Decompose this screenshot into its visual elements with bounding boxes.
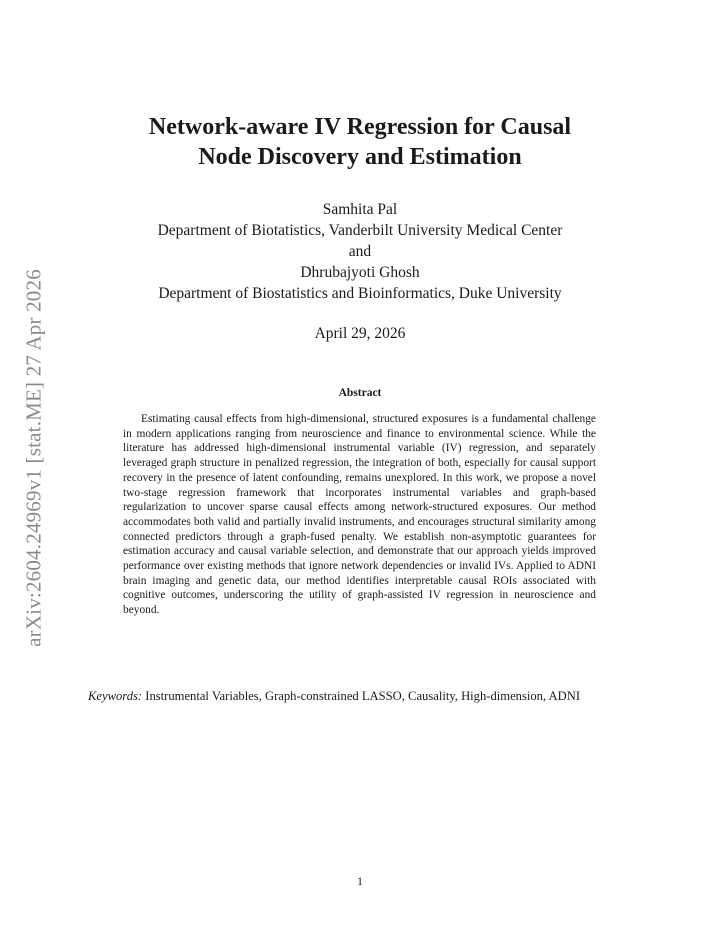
keywords-text: Instrumental Variables, Graph-constrained LASSO, Causality, High-dimension, ADNI <box>145 689 581 703</box>
arxiv-identifier-stamp: arXiv:2604.24969v1 [stat.ME] 27 Apr 2026 <box>21 269 46 647</box>
author-block <box>88 199 632 304</box>
author-affiliation-2: Department of Biostatistics and Bioinformatics, Duke University <box>158 285 562 302</box>
abstract-heading: Abstract <box>338 387 382 399</box>
author-conjunction: and <box>348 243 372 260</box>
author-name-2: Dhrubajyoti Ghosh <box>300 264 420 281</box>
paper-title-line-2: Node Discovery and Estimation <box>198 144 522 170</box>
keywords-label: Keywords: <box>88 689 143 703</box>
abstract-text: Estimating causal effects from high-dimensional, structured exposures is a fundamental challenge in modern applications ranging from neuroscience and finance to environmental science. While the literature has addressed high-dimensional instrumental variable (IV) regression, and separately leveraged graph structure in penalized regression, the integration of both, especially for causal support recovery in the presence of latent confounding, remains unexplored. In this work, we propose a novel two-stage regression framework that incorporates instrumental variables and graph-based regularization to uncover sparse causal effects among network-structured exposures. Our method accommodates both valid and partially invalid instruments, and encourages structural similarity among connected predictors through a graph-fused penalty. We establish non-asymptotic guarantees for estimation accuracy and causal variable selection, and demonstrate that our approach yields improved performance over existing methods that ignore network dependencies or invalid IVs. Applied to ADNI brain imaging and genetic data, our method identifies interpretable causal ROIs associated with cognitive outcomes, underscoring the utility of graph-assisted IV regression in neuroscience and beyond. <box>123 413 596 617</box>
keywords-line <box>88 688 634 705</box>
paper-title <box>88 112 632 172</box>
paper-date: April 29, 2026 <box>314 325 406 342</box>
author-affiliation-1: Department of Biotatistics, Vanderbilt University Medical Center <box>157 222 563 239</box>
page-number: 1 <box>357 874 363 888</box>
paper-title-line-1: Network-aware IV Regression for Causal <box>148 114 572 140</box>
author-name-1: Samhita Pal <box>322 201 398 218</box>
